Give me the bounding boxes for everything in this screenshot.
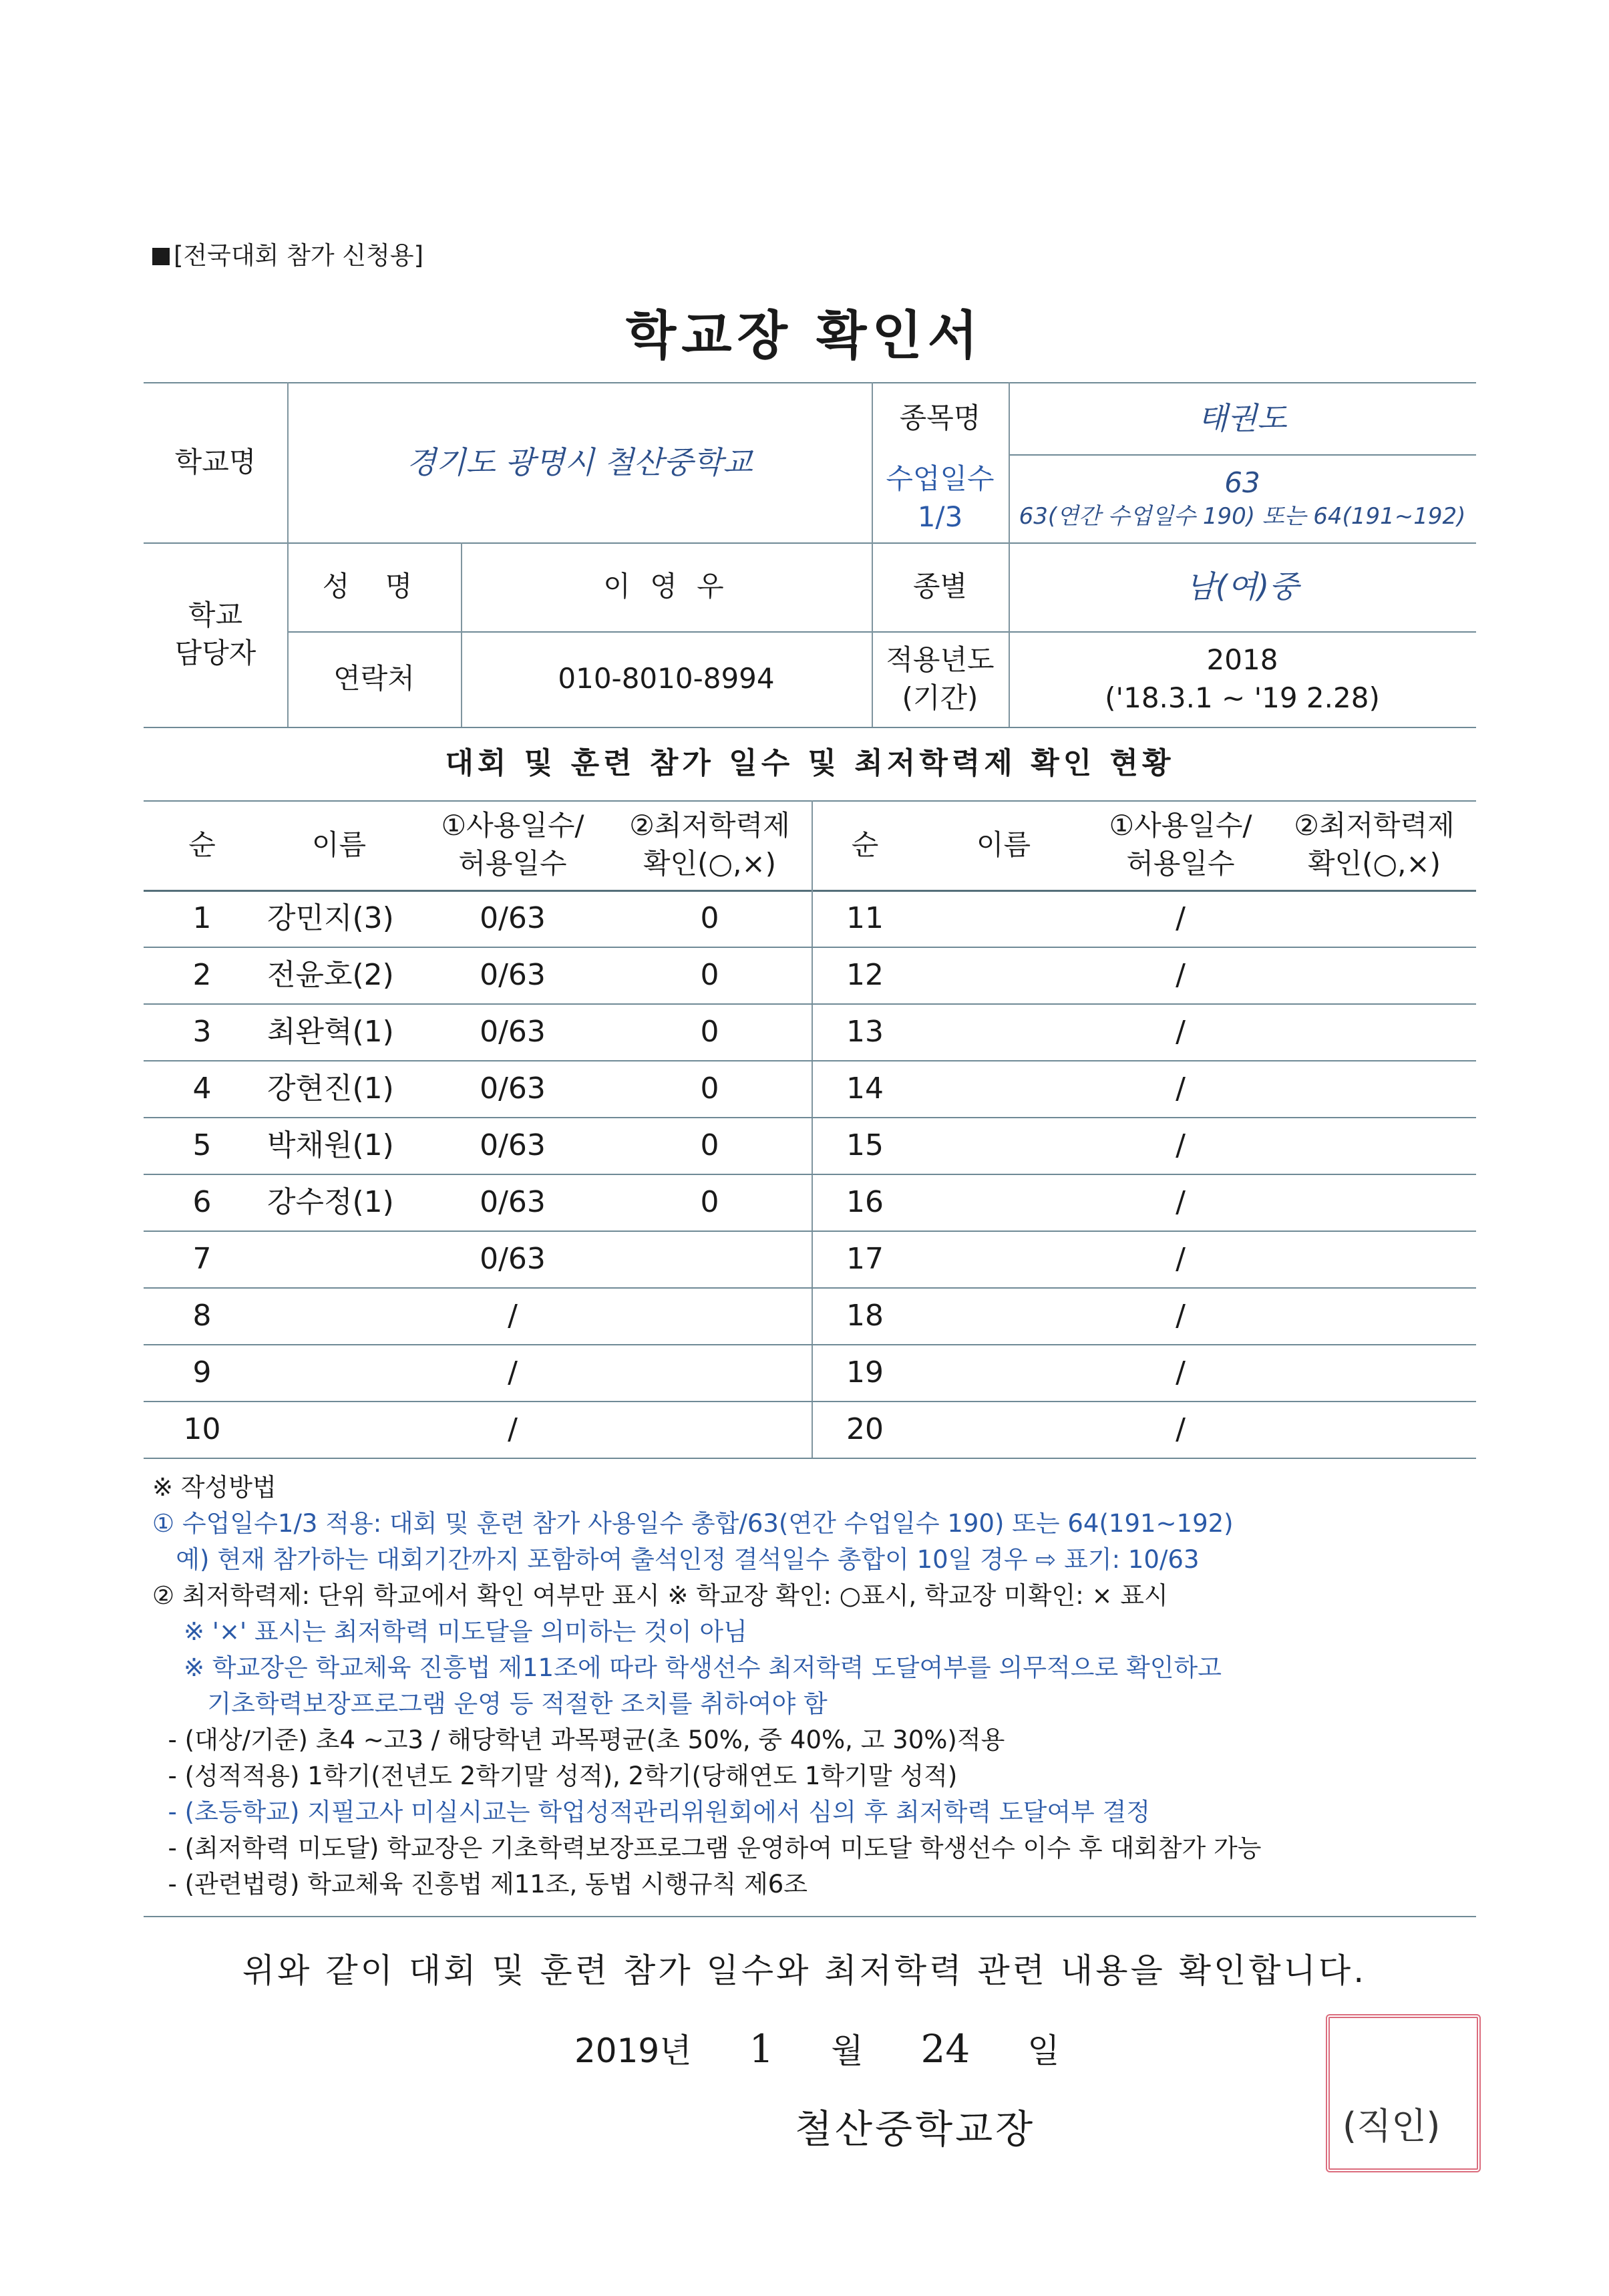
header-days: ①사용일수/ 허용일수 [1109,809,1252,880]
instruction-line: ※ 학교장은 학교체육 진흥법 제11조에 따라 학생선수 최저학력 도달여부를 의무적으로 확인하고 [152,1653,1222,1682]
cell-name [918,1060,1089,1117]
cell-name: 강수정(1) [267,1184,394,1219]
cell-no: 13 [846,1014,884,1049]
cell-name [918,1401,1089,1458]
cell-name [260,1401,417,1458]
cell-name [918,1174,1089,1231]
cell-name [918,1003,1089,1060]
confirmation-statement: 위와 같이 대회 및 훈련 참가 일수와 최저학력 관련 내용을 확인합니다. [242,1951,1367,1990]
cell-days: / [1176,1128,1186,1162]
instruction-line: ② 최저학력제: 단위 학교에서 확인 여부만 표시 ※ 학교장 확인: ○표시, 학교장 미확인: × 표시 [152,1581,1168,1610]
cell-days: 0/63 [480,1071,546,1106]
cell-check [1272,1003,1476,1060]
cell-no: 9 [192,1355,212,1389]
cell-days: / [508,1298,518,1333]
cell-no: 8 [192,1298,212,1333]
cell-check [608,1231,812,1287]
cell-days: 0/63 [480,1241,546,1276]
cell-days: / [1176,1412,1186,1446]
cell-name [918,1344,1089,1401]
instructions-heading: ※ 작성방법 [152,1473,277,1502]
document-title: 학교장 확인서 [625,306,984,366]
cell-name [260,1287,417,1344]
seal-mark: (직인) [1343,2105,1441,2147]
cell-check: 0 [700,900,719,935]
cell-days: / [1176,1184,1186,1219]
cell-name: 강현진(1) [267,1071,394,1106]
cell-name [918,890,1089,947]
date-day: 24 [920,2026,970,2072]
cell-no: 3 [192,1014,212,1049]
class-days-value: 63 63(연간 수업일수 190) 또는 64(191~192) [1019,466,1466,530]
cell-name: 강민지(3) [267,900,394,935]
form-type-tag: [전국대회 참가 신청용] [152,235,423,271]
cell-name: 박채원(1) [267,1128,394,1162]
instruction-line: - (초등학교) 지필고사 미실시교는 학업성적관리위원회에서 심의 후 최저학력 도달여부 결정 [152,1798,1151,1826]
contact-value: 010-8010-8994 [558,662,775,695]
staff-name: 이 영 우 [603,570,729,603]
cell-days: / [508,1355,518,1389]
cell-days: / [1176,1071,1186,1106]
sport-value: 태권도 [1198,399,1287,436]
cell-check [1272,1401,1476,1458]
cell-days: 0/63 [480,1128,546,1162]
cell-no: 19 [846,1355,884,1389]
cell-check [608,1287,812,1344]
cell-days: / [1176,1241,1186,1276]
cell-no: 14 [846,1071,884,1106]
cell-check [608,1344,812,1401]
header-name: 이름 [311,828,367,861]
principal-title: 철산중학교장 [795,2106,1036,2152]
header-no: 순 [188,828,216,861]
instructions [152,1470,1488,1903]
cell-no: 10 [183,1412,221,1446]
cell-days: / [1176,1298,1186,1333]
school-label: 학교명 [174,445,256,478]
cell-days: 0/63 [480,900,546,935]
cell-name [918,1287,1089,1344]
year-label: 적용년도 (기간) [886,643,995,714]
header-days: ①사용일수/ 허용일수 [441,809,584,880]
cell-check [1272,890,1476,947]
instruction-line: ① 수업일수1/3 적용: 대회 및 훈련 참가 사용일수 총합/63(연간 수업일수 190) 또는 64(191~192) [152,1509,1234,1538]
cell-check [1272,1231,1476,1287]
instruction-line: - (관련법령) 학교체육 진흥법 제11조, 동법 시행규칙 제6조 [152,1870,808,1899]
year-value: 2018 ('18.3.1 ~ '19 2.28) [1105,643,1380,714]
cell-name: 전윤호(2) [267,957,394,992]
cell-days: / [508,1412,518,1446]
cell-days: 0/63 [480,957,546,992]
cell-name [918,947,1089,1003]
cell-no: 2 [192,957,212,992]
gender-label: 종별 [912,570,968,603]
signing-date: 2019년 1 월 24 일 [574,2026,1060,2072]
cell-days: 0/63 [480,1014,546,1049]
instruction-line: 예) 현재 참가하는 대회기간까지 포함하여 출석인정 결석일수 총합이 10일 경우 ⇨ 표기: 10/63 [152,1545,1200,1574]
cell-days: / [1176,900,1186,935]
cell-name [260,1231,417,1287]
cell-no: 7 [192,1241,212,1276]
cell-no: 6 [192,1184,212,1219]
date-year: 2019년 [574,2031,692,2070]
instruction-line: ※ '×' 표시는 최저학력 미도달을 의미하는 것이 아님 [152,1617,747,1646]
gender-value: 남(여)중 [1186,568,1299,605]
staff-label: 학교 담당자 [174,599,256,669]
cell-name [260,1344,417,1401]
header-check: ②최저학력제 확인(○,×) [629,809,790,880]
cell-check: 0 [700,1128,719,1162]
cell-name [918,1231,1089,1287]
instruction-lines [152,1506,1488,1903]
cell-no: 20 [846,1412,884,1446]
cell-days: 0/63 [480,1184,546,1219]
cell-no: 18 [846,1298,884,1333]
cell-no: 11 [846,900,884,935]
cell-check [1272,947,1476,1003]
cell-name [918,1117,1089,1174]
cell-no: 17 [846,1241,884,1276]
school-name: 경기도 광명시 철산중학교 [406,444,753,480]
contact-label: 연락처 [333,662,415,695]
cell-check: 0 [700,1184,719,1219]
cell-no: 15 [846,1128,884,1162]
header-name: 이름 [976,828,1031,861]
cell-name: 최완혁(1) [267,1014,394,1049]
date-month: 1 [749,2026,774,2072]
instruction-line: - (최저학력 미도달) 학교장은 기초학력보장프로그램 운영하여 미도달 학생선수 이수 후 대회참가 가능 [152,1834,1262,1862]
cell-check: 0 [700,957,719,992]
cell-check [1272,1174,1476,1231]
cell-no: 5 [192,1128,212,1162]
cell-check [1272,1287,1476,1344]
cell-no: 12 [846,957,884,992]
cell-check [1272,1344,1476,1401]
cell-check [608,1401,812,1458]
instruction-line: - (대상/기준) 초4 ~고3 / 해당학년 과목평균(초 50%, 중 40%, 고 30%)적용 [152,1726,1005,1754]
sport-label: 종목명 [899,401,981,434]
cell-check [1272,1060,1476,1117]
cell-days: / [1176,1355,1186,1389]
header-check: ②최저학력제 확인(○,×) [1294,809,1455,880]
cell-check: 0 [700,1014,719,1049]
cell-days: / [1176,957,1186,992]
class-days-label: 수업일수 1/3 [886,462,995,533]
cell-no: 16 [846,1184,884,1219]
cell-check [1272,1117,1476,1174]
cell-check: 0 [700,1071,719,1106]
instruction-line: - (성적적용) 1학기(전년도 2학기말 성적), 2학기(당해연도 1학기말 성적) [152,1762,958,1790]
cell-no: 1 [192,900,212,935]
cell-no: 4 [192,1071,212,1106]
instruction-line: 기초학력보장프로그램 운영 등 적절한 조치를 취하여야 함 [152,1689,828,1718]
header-no: 순 [851,828,879,861]
cell-days: / [1176,1014,1186,1049]
name-label: 성 명 [322,570,426,603]
section-title: 대회 및 훈련 참가 일수 및 최저학력제 확인 현황 [445,746,1175,781]
